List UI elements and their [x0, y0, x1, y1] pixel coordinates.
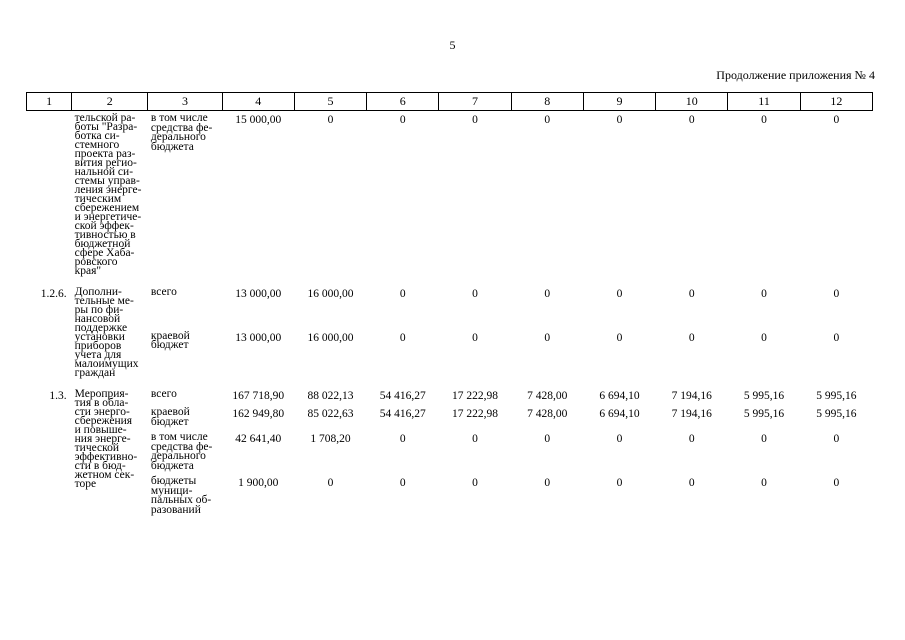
value-cell: 0 [688, 433, 695, 445]
value-cell: 88 022,13 [307, 390, 354, 402]
value-cell: 0 [544, 114, 551, 126]
item-code: 1.3. [49, 390, 67, 402]
item-name-line: сти энерго- [74, 406, 130, 418]
value-cell: 0 [544, 288, 551, 300]
item-code [27, 111, 72, 277]
item-name-line: нальной си- [74, 166, 134, 178]
value-cell: 0 [399, 433, 406, 445]
value-cell: 0 [472, 331, 478, 344]
value-cell: 0 [327, 477, 334, 489]
item-name-line: сти в бюд- [74, 460, 126, 472]
table-body [27, 111, 873, 516]
table-row [27, 471, 873, 515]
funding-source [148, 427, 222, 471]
funding-source-line: пальных об- [150, 494, 212, 506]
funding-source [148, 402, 222, 427]
value-cell: 7 194,16 [671, 408, 712, 420]
item-name-line: поддержке [74, 322, 128, 334]
value-cell: 0 [761, 288, 767, 300]
value-cell: 7 194,16 [671, 390, 712, 402]
item-name-line: боты "Разра- [74, 121, 138, 133]
item-name-line: тивностью в [74, 229, 136, 241]
value-cell: 5 995,16 [816, 390, 857, 402]
value-cell: 0 [616, 288, 623, 300]
funding-source-line: краевой [150, 329, 190, 342]
value-cell: 0 [399, 288, 406, 300]
item-name-line: Мероприя- [74, 388, 129, 400]
item-name-line: сбережением [74, 202, 140, 214]
funding-source-line: бюджет [150, 339, 189, 352]
item-name-line: малоимущих [74, 358, 139, 370]
value-cell: 7 428,00 [527, 390, 568, 402]
funding-source-line: бюджета [150, 140, 194, 153]
value-cell: 6 694,10 [599, 390, 640, 402]
value-cell: 15 000,00 [235, 114, 282, 126]
value-cell: 17 222,98 [452, 390, 499, 402]
value-cell: 0 [616, 477, 623, 489]
funding-source-line: средства фе- [150, 440, 213, 453]
value-cell: 0 [399, 331, 406, 344]
value-cell: 16 000,00 [307, 288, 354, 300]
funding-source-line: бюджета [150, 459, 194, 472]
item-name-line: приборов [74, 340, 122, 352]
funding-source [148, 378, 222, 402]
funding-source-line: всего [150, 286, 177, 298]
value-cell: 0 [544, 433, 551, 445]
header-cell: 2 [72, 93, 148, 111]
header-cell: 9 [583, 93, 655, 111]
item-name-line: эффективно- [74, 451, 138, 463]
funding-source [148, 471, 222, 515]
value-cell: 0 [688, 477, 695, 489]
header-cell: 8 [511, 93, 583, 111]
value-cell: 54 416,27 [379, 390, 426, 402]
item-name [72, 276, 148, 378]
value-cell: 6 694,10 [599, 408, 640, 420]
value-cell: 0 [688, 288, 695, 300]
funding-source-line: дерального [150, 131, 206, 143]
funding-source-line: краевой [150, 406, 190, 418]
value-cell: 85 022,63 [307, 408, 354, 420]
header-cell: 3 [148, 93, 222, 111]
item-name-line: тической [74, 442, 120, 454]
value-cell: 0 [544, 331, 551, 344]
funding-source-line: в том числе [150, 112, 208, 124]
value-cell: 0 [472, 288, 478, 300]
value-cell: 0 [833, 433, 840, 445]
value-cell: 0 [399, 477, 406, 489]
funding-source-line: всего [150, 388, 177, 400]
item-name-line: проекта раз- [74, 148, 136, 160]
table-row [27, 402, 873, 427]
item-code: 1.2.6. [40, 288, 67, 300]
header-cell: 12 [800, 93, 872, 111]
item-name-line: тельные ме- [74, 295, 134, 307]
funding-source-line: средства фе- [150, 121, 213, 134]
table-header [27, 93, 873, 111]
value-cell: 0 [616, 331, 623, 344]
item-name-line: ления энерге- [74, 184, 142, 196]
header-cell: 4 [222, 93, 294, 111]
header-cell: 1 [27, 93, 72, 111]
item-name-line: ской эффек- [74, 220, 134, 232]
item-name-line: сфере Хаба- [74, 247, 135, 259]
funding-source [148, 276, 222, 326]
table-row [27, 378, 873, 402]
item-name-line: ботка си- [74, 130, 120, 142]
table-row [27, 326, 873, 378]
table-row [27, 427, 873, 471]
value-cell: 0 [833, 477, 840, 489]
value-cell: 0 [472, 477, 478, 489]
value-cell: 13 000,00 [235, 288, 282, 300]
value-cell: 0 [616, 433, 623, 445]
item-name [72, 111, 148, 277]
header-row [27, 93, 873, 111]
item-name-line: Дополни- [74, 286, 122, 298]
header-cell: 6 [367, 93, 439, 111]
value-cell: 0 [761, 114, 767, 126]
value-cell: 0 [833, 331, 840, 344]
value-cell: 167 718,90 [232, 390, 285, 402]
item-name-line: вития регио- [74, 157, 137, 169]
value-cell: 0 [399, 114, 406, 126]
budget-table [26, 92, 873, 515]
item-name-line: тия в обла- [74, 397, 129, 409]
value-cell: 0 [761, 477, 767, 489]
value-cell: 0 [688, 331, 695, 344]
item-name-line: и повыше- [74, 424, 127, 436]
value-cell: 1 708,20 [310, 433, 351, 445]
item-name-line: края" [74, 265, 102, 277]
item-name-line: тическим [74, 193, 122, 205]
table-row [27, 111, 873, 277]
header-cell: 5 [294, 93, 366, 111]
page-number: 5 [449, 38, 456, 52]
value-cell: 54 416,27 [379, 408, 426, 420]
funding-source-line: муници- [150, 484, 193, 497]
item-name-line: стемы управ- [74, 175, 140, 187]
header-cell: 11 [728, 93, 800, 111]
header-cell: 7 [439, 93, 511, 111]
item-name-line: учета для [74, 349, 122, 361]
value-cell: 0 [544, 477, 551, 489]
item-name-line: ния энерге- [74, 433, 131, 445]
value-cell: 17 222,98 [452, 408, 499, 420]
item-name-line: стемного [74, 139, 120, 151]
header-cell: 10 [656, 93, 728, 111]
continuation-label: Продолжение приложения № 4 [716, 68, 875, 82]
item-name-line: ры по фи- [74, 304, 124, 316]
funding-source-line: в том числе [150, 431, 208, 443]
item-name-line: торе [74, 478, 97, 490]
value-cell: 0 [472, 433, 478, 445]
funding-source-line: разований [150, 503, 201, 516]
item-name-line: установки [74, 331, 125, 343]
item-name-line: жетном сек- [74, 469, 135, 481]
item-name-line: нансовой [74, 313, 121, 325]
item-name-line: сбережения [74, 415, 133, 427]
funding-source [148, 326, 222, 378]
item-name-line: бюджетной [74, 238, 131, 250]
item-name-line: тельской ра- [74, 112, 136, 124]
value-cell: 0 [688, 114, 695, 126]
funding-source [148, 111, 222, 277]
value-cell: 0 [472, 114, 478, 126]
table-row [27, 276, 873, 326]
funding-source-line: дерального [150, 450, 206, 462]
item-name-line: граждан [74, 367, 116, 379]
value-cell: 0 [761, 331, 767, 344]
value-cell: 5 995,16 [743, 390, 785, 402]
value-cell: 42 641,40 [235, 433, 282, 445]
value-cell: 0 [327, 114, 334, 126]
item-name [72, 378, 148, 515]
value-cell: 0 [833, 288, 840, 300]
value-cell: 7 428,00 [527, 408, 568, 420]
value-cell: 5 995,16 [743, 408, 785, 420]
value-cell: 162 949,80 [232, 408, 285, 420]
funding-source-line: бюджеты [150, 475, 197, 487]
value-cell: 0 [833, 114, 840, 126]
value-cell: 1 900,00 [238, 477, 279, 489]
item-name-line: и энергетиче- [74, 211, 142, 223]
value-cell: 0 [761, 433, 767, 445]
value-cell: 16 000,00 [307, 331, 354, 344]
item-name-line: ровского [74, 256, 118, 268]
value-cell: 5 995,16 [816, 408, 857, 420]
value-cell: 0 [616, 114, 623, 126]
funding-source-line: бюджет [150, 415, 189, 428]
value-cell: 13 000,00 [235, 331, 282, 344]
